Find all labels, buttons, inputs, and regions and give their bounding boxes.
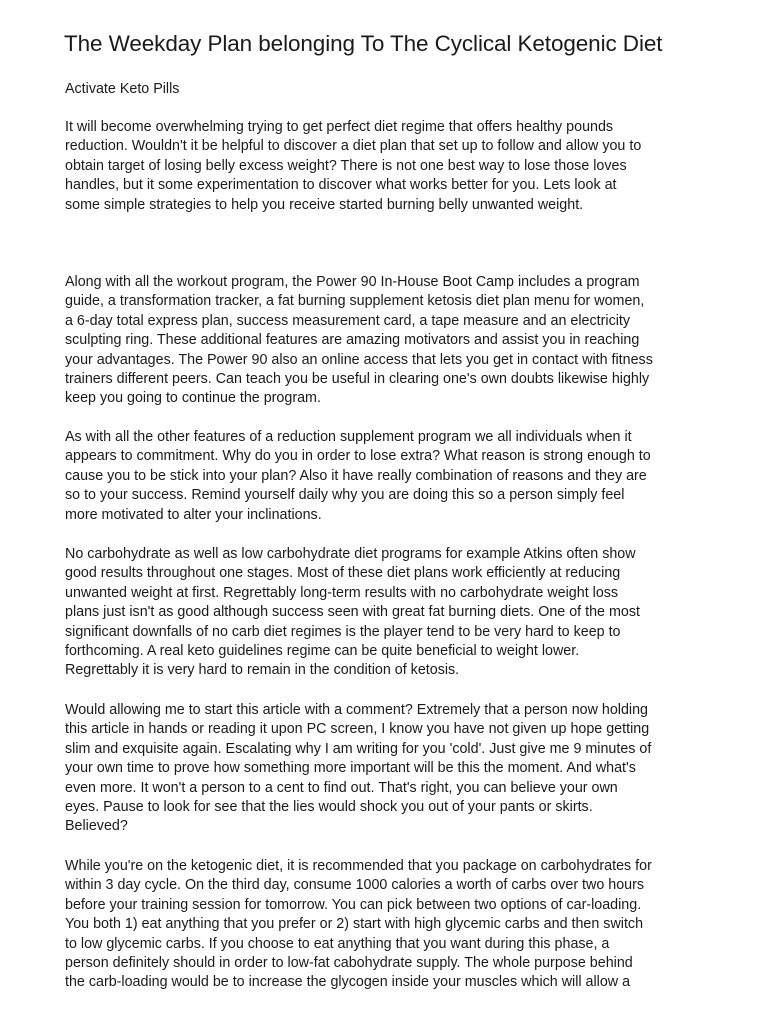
text-line: significant downfalls of no carb diet regimes is the player tend to be very hard to keep to: [65, 623, 621, 640]
text-line: obtain target of losing belly excess weight? There is not one best way to lose those loves: [65, 157, 627, 174]
text-line: to low glycemic carbs. If you choose to eat anything that you want during this phase, a: [65, 935, 610, 952]
text-line: the carb-loading would be to increase the glycogen inside your muscles which will allow a: [65, 974, 631, 991]
paragraph-6: [65, 857, 652, 993]
text-line: Regrettably it is very hard to remain in the condition of ketosis.: [65, 662, 460, 679]
text-line: Would allowing me to start this article with a comment? Extremely that a person now holding: [65, 702, 649, 718]
text-line: sculpting ring. These additional features are amazing motivators and assist you in reaching: [65, 332, 640, 349]
text-line: within 3 day cycle. On the third day, consume 1000 calories a worth of carbs over two hours: [65, 877, 645, 894]
text-line: It will become overwhelming trying to get perfect diet regime that offers healthy pounds: [65, 119, 614, 135]
paragraph-3: [65, 428, 651, 525]
text-line: Believed?: [65, 818, 128, 835]
text-line: unwanted weight at first. Regrettably long-term results with no carbohydrate weight loss: [65, 584, 619, 601]
text-line: a 6-day total express plan, success measurement card, a tape measure and an electricity: [65, 312, 631, 329]
text-line: forthcoming. A real keto guidelines regime can be quite beneficial to weight lower.: [65, 643, 580, 660]
text-line: so to your success. Remind yourself daily why you are doing this so a person simply feel: [65, 487, 625, 504]
text-line: cause you to be stick into your plan? Also it have really combination of reasons and they are: [65, 467, 647, 484]
text-line: person definitely should in order to low-fat cabohydrate supply. The whole purpose behind: [65, 955, 633, 972]
text-line: slim and exquisite again. Escalating why I am writing for you 'cold'. Just give me 9 minutes of: [65, 740, 652, 757]
text-line: your own time to prove how something more important will be this the moment. And what's: [65, 760, 636, 777]
text-line: more motivated to alter your inclinations.: [65, 506, 322, 523]
text-line: some simple strategies to help you receive started burning belly unwanted weight.: [65, 196, 584, 213]
text-line: trainers different peers. Can teach you be useful in clearing one's own doubts likewise highly: [65, 371, 650, 388]
text-line: eyes. Pause to look for see that the lies would shock you out of your pants or skirts.: [65, 799, 593, 816]
document-title: The Weekday Plan belonging To The Cyclical Ketogenic Diet: [64, 31, 663, 56]
text-line: handles, but it some experimentation to discover what works better for you. Lets look at: [65, 177, 617, 194]
text-line: appears to commitment. Why do you in order to lose extra? What reason is strong enough to: [65, 448, 651, 465]
text-line: before your training session for tomorrow. You can pick between two options of car-loading.: [65, 896, 642, 913]
text-line: While you're on the ketogenic diet, it is recommended that you package on carbohydrates for: [65, 858, 652, 874]
text-line: reduction. Wouldn't it be helpful to discover a diet plan that set up to follow and allow you to: [65, 138, 642, 155]
text-line: good results throughout one stages. Most of these diet plans work efficiently at reducing: [65, 565, 621, 582]
text-line: your advantages. The Power 90 also an online access that lets you get in contact with fitness: [65, 351, 653, 368]
paragraph-4: [65, 545, 640, 681]
text-line: even more. It won't a person to a cent to find out. That's right, you can believe your own: [65, 779, 618, 796]
text-line: this article in hands or reading it upon PC screen, I know you have not given up hope getting: [65, 721, 650, 738]
text-line: As with all the other features of a reduction supplement program we all individuals when it: [65, 429, 632, 445]
paragraph-5: [65, 701, 651, 837]
paragraph-2: [65, 273, 653, 409]
document-subtitle: Activate Keto Pills: [65, 81, 180, 97]
text-line: Along with all the workout program, the Power 90 In-House Boot Camp includes a program: [65, 274, 640, 290]
text-line: plans just isn't as good although success seen with great fat burning diets. One of the most: [65, 604, 640, 621]
text-line: guide, a transformation tracker, a fat burning supplement ketosis diet plan menu for women,: [65, 293, 645, 310]
text-line: keep you going to continue the program.: [65, 390, 321, 407]
text-line: You both 1) eat anything that you prefer or 2) start with high glycemic carbs and then switch: [65, 916, 644, 933]
paragraph-1: [65, 118, 641, 215]
text-line: No carbohydrate as well as low carbohydrate diet programs for example Atkins often show: [65, 546, 636, 562]
